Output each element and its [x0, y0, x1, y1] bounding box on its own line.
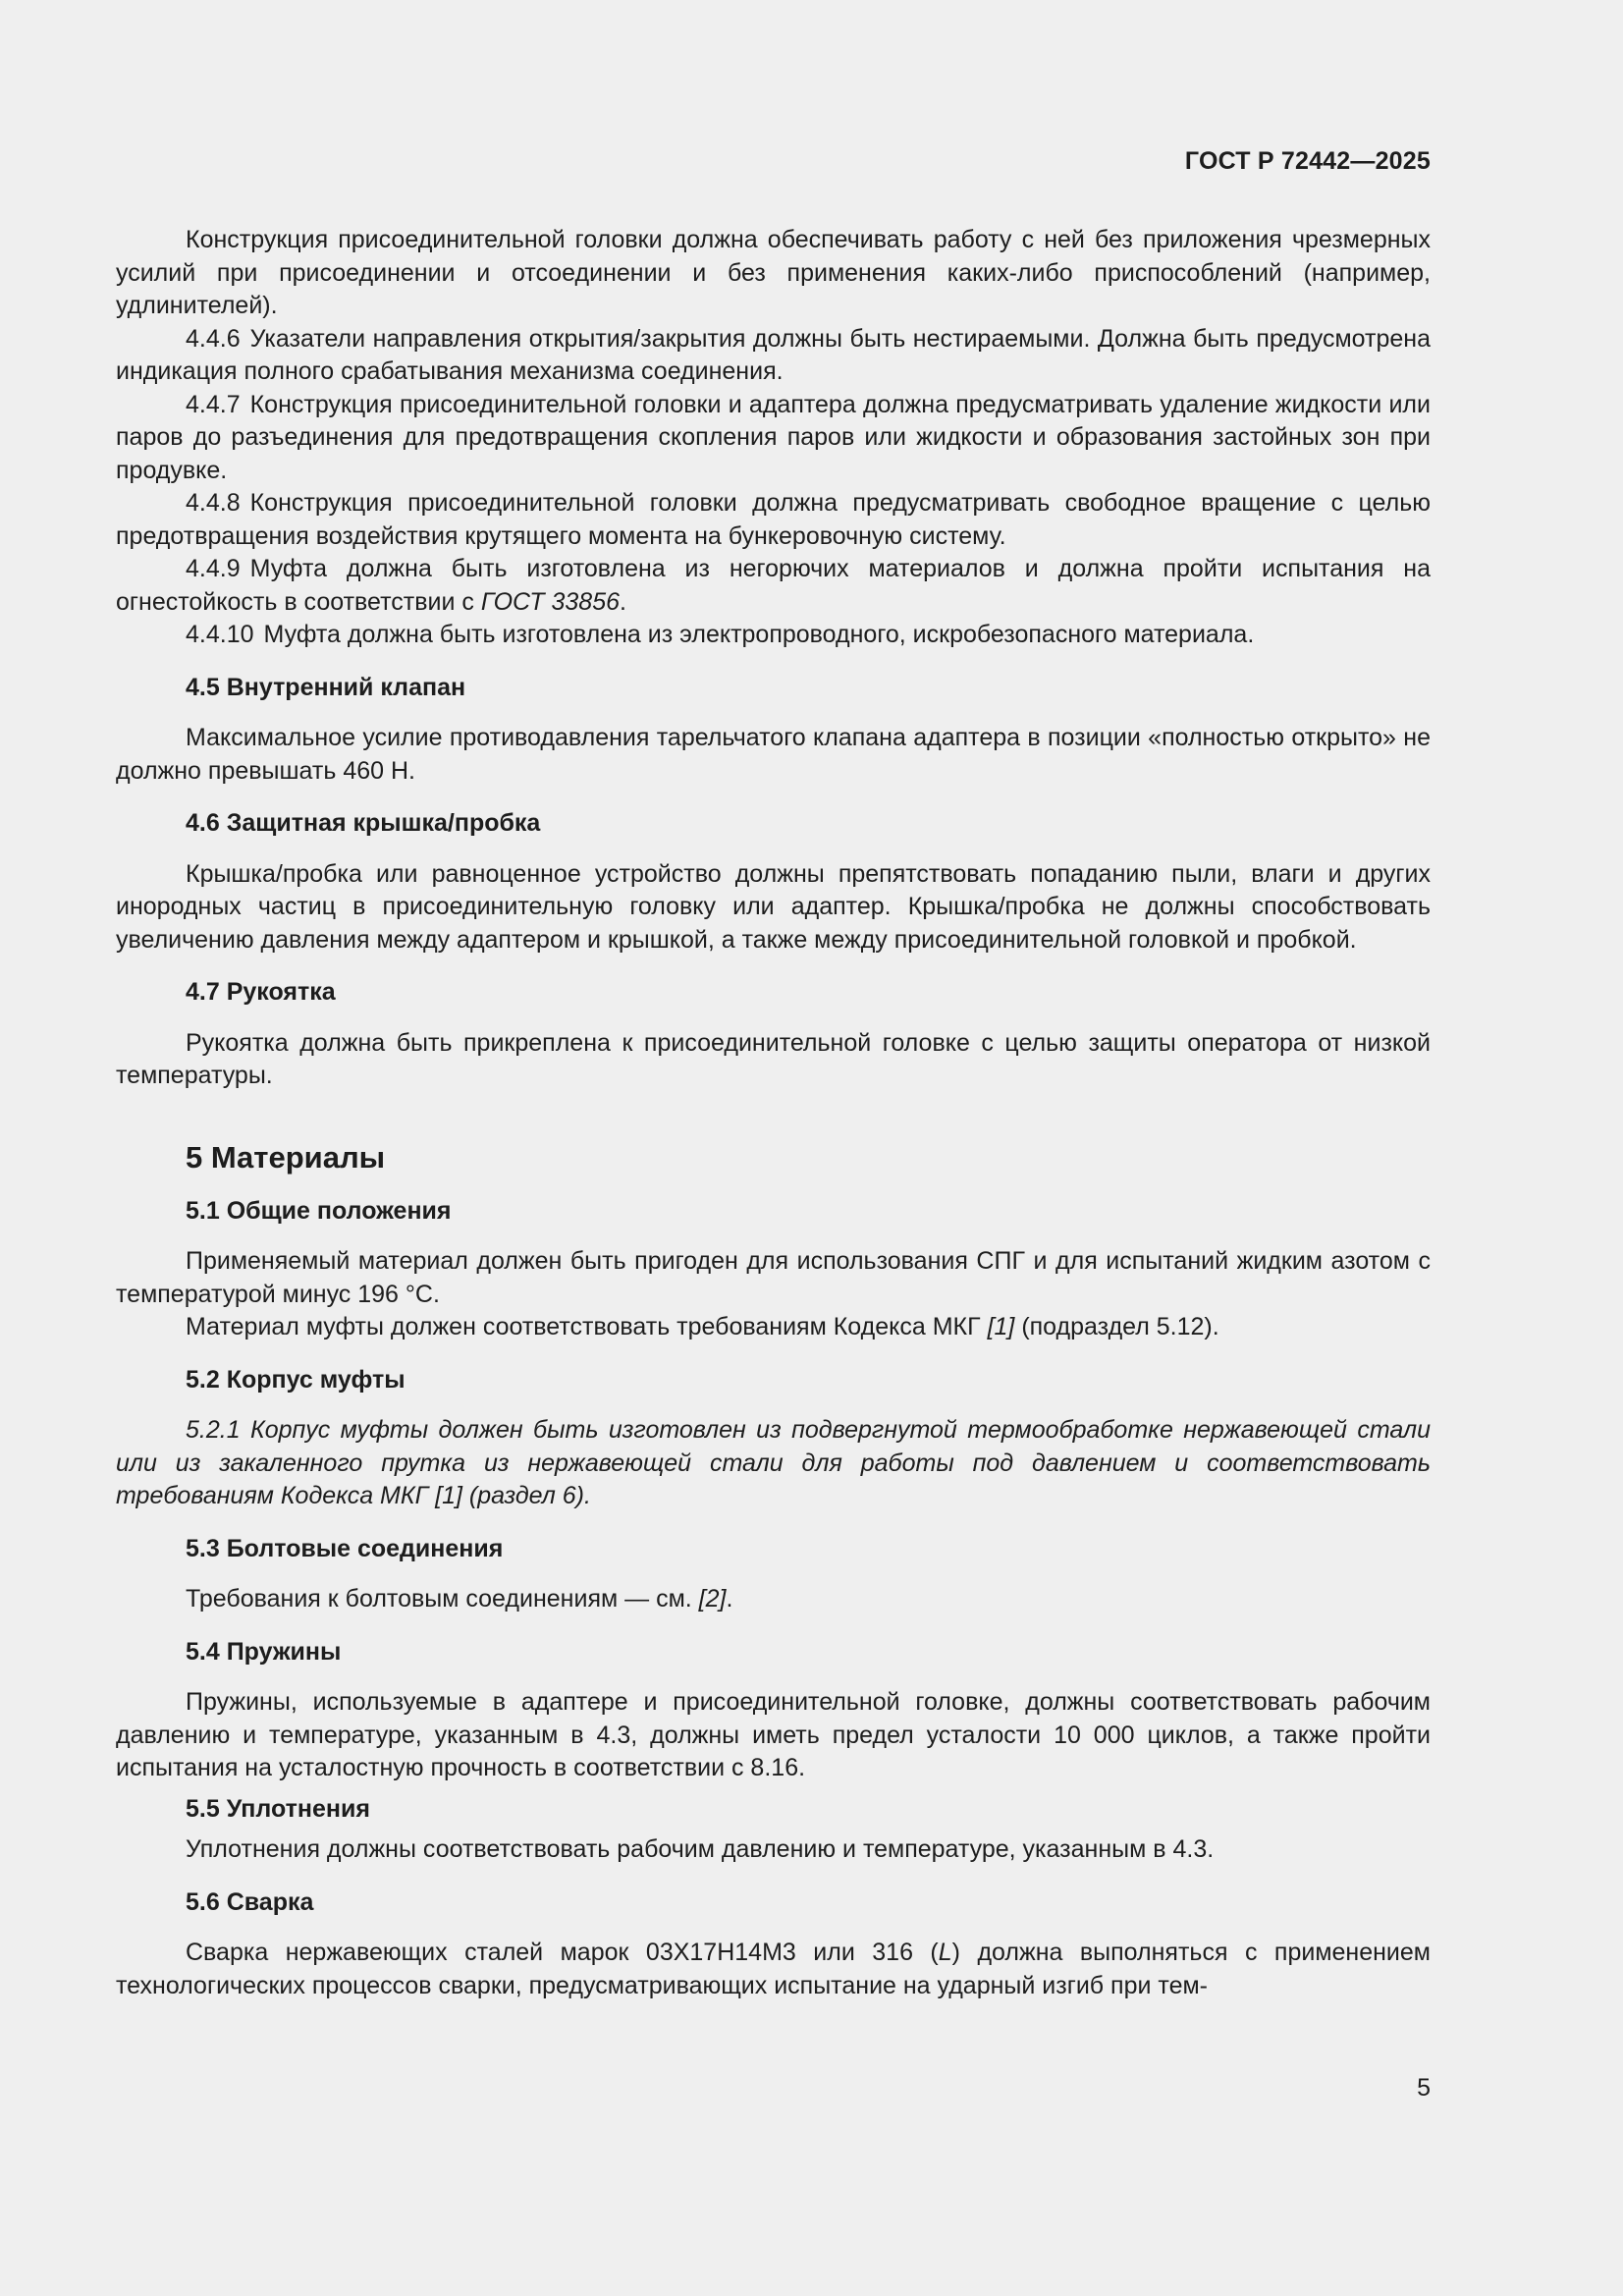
- paragraph-5-1-a: Применяемый материал должен быть пригоден для использования СПГ и для испытаний жидким азотом с температурой минус 196 °С.: [116, 1247, 1431, 1308]
- clause-number: 4.4.8: [186, 489, 241, 517]
- clause-text-end: .: [620, 587, 626, 616]
- document-body: [116, 224, 1431, 2002]
- clause-text: Конструкция присоединительной головки и адаптера должна предусматривать удаление жидкости или паров до разъединения для предотвращения скопления паров или жидкости и образования застойных зон при продувке.: [116, 390, 1431, 484]
- clause-number: 4.4.10: [186, 621, 254, 648]
- paragraph-4-5: Максимальное усилие противодавления тарельчатого клапана адаптера в позиции «полностью открыто» не должно превышать 460 Н.: [116, 724, 1431, 785]
- paragraph-5-5: Уплотнения должны соответствовать рабочим давлению и температуре, указанным в 4.3.: [186, 1835, 1215, 1863]
- clause-text-end: .: [726, 1585, 733, 1613]
- paragraph-5-2-1: 5.2.1 Корпус муфты должен быть изготовлен из подвергнутой термообработке нержавеющей стали или из закаленного прутка из нержавеющей стали для работы под давлением и соответствовать требованиям Кодекса МКГ [1] (раздел 6).: [116, 1416, 1431, 1509]
- heading-4-7: 4.7 Рукоятка: [186, 978, 336, 1006]
- paragraph-4-4-6: [116, 323, 1431, 389]
- standard-reference: ГОСТ 33856: [480, 587, 621, 616]
- paragraph-5-6: [116, 1937, 1431, 2002]
- heading-5-6: 5.6 Сварка: [186, 1887, 314, 1916]
- grade-suffix: L: [938, 1939, 952, 1966]
- clause-text: Материал муфты должен соответствовать требованиям Кодекса МКГ: [186, 1313, 988, 1340]
- heading-4-5: 4.5 Внутренний клапан: [186, 673, 466, 701]
- paragraph-5-4: Пружины, используемые в адаптере и присоединительной головке, должны соответствовать рабочим давлению и температуре, указанным в 4.3, должны иметь предел усталости 10 000 циклов, а также пройти испытания на усталостную прочность в соответствии с 8.16.: [116, 1688, 1431, 1781]
- paragraph-4-4-8: [116, 487, 1431, 553]
- clause-number: 4.4.6: [186, 324, 241, 353]
- bibliography-reference: [2]: [698, 1585, 727, 1613]
- heading-5-5: 5.5 Уплотнения: [186, 1794, 370, 1823]
- paragraph-4-4-9: [116, 553, 1431, 619]
- clause-number: 4.4.9: [186, 555, 241, 582]
- heading-4-6: 4.6 Защитная крышка/пробка: [186, 809, 541, 837]
- paragraph-intro: Конструкция присоединительной головки должна обеспечивать работу с ней без приложения чрезмерных усилий при присоединении и отсоединении и без применения каких-либо приспособлений (например, удлинителей).: [116, 226, 1431, 319]
- paragraph-5-1-b: [116, 1311, 1431, 1344]
- page-number: 5: [1417, 2074, 1431, 2102]
- clause-text: Указатели направления открытия/закрытия должны быть нестираемыми. Должна быть предусмотрена индикация полного срабатывания механизма соединения.: [116, 324, 1431, 385]
- document-header: ГОСТ Р 72442—2025: [1184, 147, 1431, 175]
- clause-text: Муфта должна быть изготовлена из негорючих материалов и должна пройти испытания на огнестойкость в соответствии с: [116, 555, 1431, 616]
- heading-5-1: 5.1 Общие положения: [186, 1196, 452, 1225]
- paragraph-4-4-10: [116, 619, 1431, 652]
- clause-number: 4.4.7: [186, 390, 241, 418]
- heading-5-2: 5.2 Корпус муфты: [186, 1365, 406, 1394]
- heading-5-4: 5.4 Пружины: [186, 1637, 342, 1666]
- paragraph-4-6: Крышка/пробка или равноценное устройство должны препятствовать попаданию пыли, влаги и других инородных частиц в присоединительную головку или адаптер. Крышка/пробка не должны способствовать увеличению давления между адаптером и крышкой, а также между присоединительной головкой и пробкой.: [116, 859, 1431, 954]
- heading-section-5: 5 Материалы: [186, 1139, 386, 1175]
- clause-text: Конструкция присоединительной головки должна предусматривать свободное вращение с целью предотвращения воздействия крутящего момента на бункеровочную систему.: [116, 489, 1431, 550]
- paragraph-4-7: Рукоятка должна быть прикреплена к присоединительной головке с целью защиты оператора от низкой температуры.: [116, 1028, 1431, 1089]
- clause-text: Муфта должна быть изготовлена из электропроводного, искробезопасного материала.: [263, 621, 1255, 648]
- bibliography-reference: [1]: [987, 1313, 1015, 1340]
- clause-text: Требования к болтовым соединениям — см.: [186, 1585, 699, 1613]
- clause-text-end: (подраздел 5.12).: [1014, 1313, 1219, 1340]
- paragraph-5-3: [116, 1583, 1431, 1616]
- heading-5-3: 5.3 Болтовые соединения: [186, 1534, 504, 1562]
- clause-text-end: ) должна выполняться с применением технологических процессов сварки, предусматривающих испытание на ударный изгиб при тем-: [116, 1939, 1431, 1999]
- clause-text: Сварка нержавеющих сталей марок 03Х17Н14М3 или 316 (: [186, 1939, 939, 1966]
- paragraph-4-4-7: [116, 389, 1431, 488]
